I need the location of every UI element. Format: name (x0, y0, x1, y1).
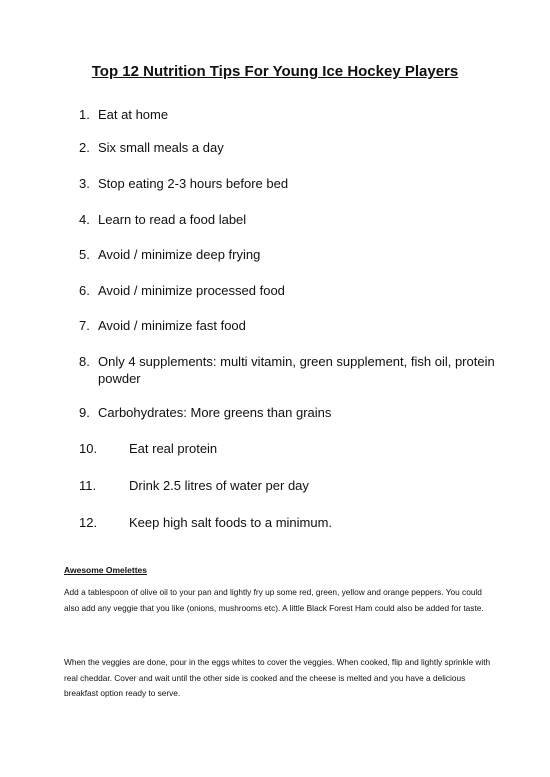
list-item (79, 175, 499, 192)
list-item-number: 2. (79, 140, 90, 155)
list-item-text: Drink 2.5 litres of water per day (129, 478, 309, 493)
list-item (79, 353, 499, 387)
list-item (79, 477, 499, 494)
recipe-paragraph: Add a tablespoon of olive oil to your pan and lightly fry up some red, green, yellow and orange peppers. You could also add any veggie that you like (onions, mushrooms etc). A little Black Forest Ham could also be added for taste. (64, 587, 484, 613)
list-item-number: 11. (79, 478, 97, 493)
list-item-number: 6. (79, 283, 90, 298)
list-item-number: 5. (79, 247, 90, 262)
list-item (79, 139, 499, 156)
list-item-number: 4. (79, 212, 90, 227)
list-item (79, 282, 499, 299)
list-item (79, 404, 499, 421)
list-item-number: 7. (79, 318, 90, 333)
list-item (79, 106, 499, 123)
list-item (79, 211, 499, 228)
list-item-text: Avoid / minimize deep frying (98, 247, 261, 262)
list-item (79, 317, 499, 334)
recipe-title: Awesome Omelettes (64, 565, 147, 575)
list-item-text: Eat real protein (129, 441, 218, 456)
list-item (79, 440, 499, 457)
list-item (79, 246, 499, 263)
list-item-text: Learn to read a food label (98, 212, 247, 227)
list-item-text: Six small meals a day (98, 140, 224, 155)
list-item-number: 8. (79, 354, 90, 369)
list-item-number: 9. (79, 405, 90, 420)
page-title: Top 12 Nutrition Tips For Young Ice Hockey Players (91, 63, 459, 80)
list-item-text: Avoid / minimize fast food (98, 318, 246, 333)
list-item-number: 1. (79, 107, 90, 122)
list-item-number: 3. (79, 176, 90, 191)
list-item (79, 514, 499, 531)
list-item-text: Carbohydrates: More greens than grains (98, 405, 332, 420)
recipe-paragraph: When the veggies are done, pour in the eggs whites to cover the veggies. When cooked, flip and lightly sprinkle with real cheddar. Cover and wait until the other side is cooked and the cheese is melted and you have a delicious breakfast option ready to serve. (64, 657, 491, 698)
list-item-text: Only 4 supplements: multi vitamin, green supplement, fish oil, protein powder (98, 354, 495, 386)
list-item-number: 12. (79, 515, 98, 530)
list-item-text: Eat at home (98, 107, 169, 122)
list-item-text: Avoid / minimize processed food (98, 283, 285, 298)
list-item-number: 10. (79, 441, 98, 456)
list-item-text: Keep high salt foods to a minimum. (129, 515, 333, 530)
list-item-text: Stop eating 2-3 hours before bed (98, 176, 289, 191)
